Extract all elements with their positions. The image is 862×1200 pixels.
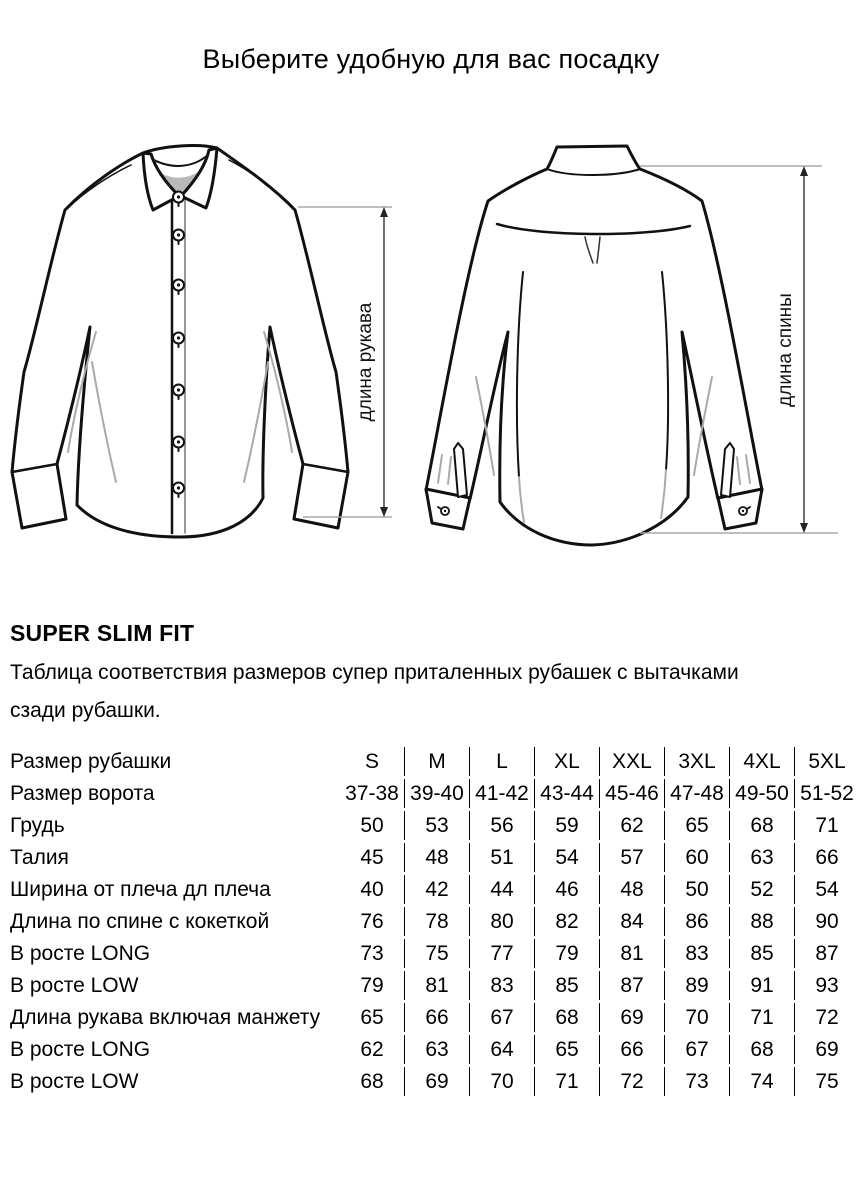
- size-cell: 93: [794, 971, 859, 1000]
- size-cell: 40: [360, 877, 384, 901]
- size-cell: 66: [404, 1003, 469, 1032]
- size-cell: XL: [534, 747, 599, 776]
- table-row: [10, 939, 859, 968]
- size-cell: 3XL: [664, 747, 729, 776]
- size-cell: 63: [729, 843, 794, 872]
- row-label: Ширина от плеча дл плеча: [10, 877, 271, 901]
- size-cell: 68: [360, 1069, 384, 1093]
- size-cell: XXL: [599, 747, 664, 776]
- size-cell: 90: [794, 907, 859, 936]
- size-table-body: [10, 747, 859, 1096]
- size-cell: 67: [469, 1003, 534, 1032]
- size-cell: 46: [534, 875, 599, 904]
- size-cell: 68: [534, 1003, 599, 1032]
- size-cell: 75: [794, 1067, 859, 1096]
- row-label: В росте LOW: [10, 1069, 139, 1093]
- size-cell: 72: [794, 1003, 859, 1032]
- row-label: В росте LONG: [10, 941, 151, 965]
- size-cell: 64: [469, 1035, 534, 1064]
- size-cell: 49-50: [729, 779, 794, 808]
- size-cell: 65: [360, 1005, 384, 1029]
- size-cell: 45: [360, 845, 384, 869]
- back-length-label: длина спины: [775, 293, 796, 407]
- row-label: Длина по спине с кокеткой: [10, 909, 270, 933]
- size-cell: 68: [729, 1035, 794, 1064]
- size-cell: 47-48: [664, 779, 729, 808]
- size-cell: 73: [360, 941, 384, 965]
- size-cell: 70: [664, 1003, 729, 1032]
- size-cell: 5XL: [794, 747, 859, 776]
- size-cell: 54: [794, 875, 859, 904]
- size-cell: 69: [404, 1067, 469, 1096]
- size-cell: 48: [599, 875, 664, 904]
- size-cell: 71: [534, 1067, 599, 1096]
- size-cell: 75: [404, 939, 469, 968]
- size-cell: 84: [599, 907, 664, 936]
- size-cell: 67: [664, 1035, 729, 1064]
- table-row: [10, 1035, 859, 1064]
- table-row: [10, 875, 859, 904]
- size-cell: 87: [794, 939, 859, 968]
- size-cell: 85: [534, 971, 599, 1000]
- size-cell: S: [364, 749, 379, 773]
- size-cell: 65: [534, 1035, 599, 1064]
- size-cell: 66: [794, 843, 859, 872]
- size-cell: 60: [664, 843, 729, 872]
- size-cell: 53: [404, 811, 469, 840]
- size-cell: 77: [469, 939, 534, 968]
- size-cell: 42: [404, 875, 469, 904]
- size-cell: 56: [469, 811, 534, 840]
- size-cell: 50: [664, 875, 729, 904]
- size-cell: 78: [404, 907, 469, 936]
- size-cell: 44: [469, 875, 534, 904]
- size-cell: 83: [664, 939, 729, 968]
- fit-heading: SUPER SLIM FIT: [10, 620, 195, 646]
- size-cell: 65: [664, 811, 729, 840]
- size-cell: 4XL: [729, 747, 794, 776]
- size-cell: 37-38: [345, 781, 399, 805]
- size-cell: 43-44: [534, 779, 599, 808]
- size-cell: 86: [664, 907, 729, 936]
- size-cell: 89: [664, 971, 729, 1000]
- table-row: [10, 779, 859, 808]
- row-label: Размер ворота: [10, 781, 155, 805]
- size-cell: 50: [360, 813, 384, 837]
- table-row: [10, 1003, 859, 1032]
- size-cell: 41-42: [469, 779, 534, 808]
- size-cell: 74: [729, 1067, 794, 1096]
- size-cell: 79: [360, 973, 384, 997]
- size-cell: 68: [729, 811, 794, 840]
- size-cell: 80: [469, 907, 534, 936]
- size-cell: 88: [729, 907, 794, 936]
- front-shirt-drawing: [12, 146, 348, 537]
- size-cell: 73: [664, 1067, 729, 1096]
- sleeve-length-label: длина рукава: [355, 302, 376, 422]
- size-cell: 69: [599, 1003, 664, 1032]
- size-cell: 62: [599, 811, 664, 840]
- table-row: [10, 843, 859, 872]
- size-cell: 71: [729, 1003, 794, 1032]
- size-cell: 69: [794, 1035, 859, 1064]
- table-row: [10, 1067, 859, 1096]
- row-label: В росте LONG: [10, 1037, 151, 1061]
- size-cell: L: [469, 747, 534, 776]
- size-cell: 81: [599, 939, 664, 968]
- size-cell: 66: [599, 1035, 664, 1064]
- size-cell: 48: [404, 843, 469, 872]
- row-label: В росте LOW: [10, 973, 139, 997]
- size-cell: 57: [599, 843, 664, 872]
- shirt-diagram: [0, 110, 862, 580]
- size-cell: 62: [360, 1037, 384, 1061]
- size-cell: 83: [469, 971, 534, 1000]
- size-cell: 51: [469, 843, 534, 872]
- size-cell: 52: [729, 875, 794, 904]
- table-description-line2: сзади рубашки.: [10, 699, 161, 722]
- table-row: [10, 907, 859, 936]
- size-cell: 91: [729, 971, 794, 1000]
- table-row: [10, 811, 859, 840]
- table-row: [10, 971, 859, 1000]
- size-cell: 87: [599, 971, 664, 1000]
- size-table: [10, 744, 859, 1099]
- size-cell: 72: [599, 1067, 664, 1096]
- size-cell: 51-52: [794, 779, 859, 808]
- row-label: Размер рубашки: [10, 749, 172, 773]
- size-cell: 59: [534, 811, 599, 840]
- row-label: Грудь: [10, 813, 65, 837]
- size-cell: 82: [534, 907, 599, 936]
- size-cell: 63: [404, 1035, 469, 1064]
- table-row: [10, 747, 859, 776]
- size-cell: 79: [534, 939, 599, 968]
- size-cell: 45-46: [599, 779, 664, 808]
- row-label: Длина рукава включая манжету: [10, 1005, 321, 1029]
- size-cell: 81: [404, 971, 469, 1000]
- table-description: [10, 654, 739, 730]
- size-cell: M: [404, 747, 469, 776]
- size-cell: 71: [794, 811, 859, 840]
- size-cell: 39-40: [404, 779, 469, 808]
- size-cell: 85: [729, 939, 794, 968]
- size-cell: 54: [534, 843, 599, 872]
- back-shirt-drawing: [426, 146, 762, 545]
- table-description-line1: Таблица соответствия размеров супер приталенных рубашек с вытачками: [10, 661, 739, 684]
- page-title: Выберите удобную для вас посадку: [202, 44, 660, 74]
- size-cell: 70: [469, 1067, 534, 1096]
- size-cell: 76: [360, 909, 384, 933]
- row-label: Талия: [10, 845, 69, 869]
